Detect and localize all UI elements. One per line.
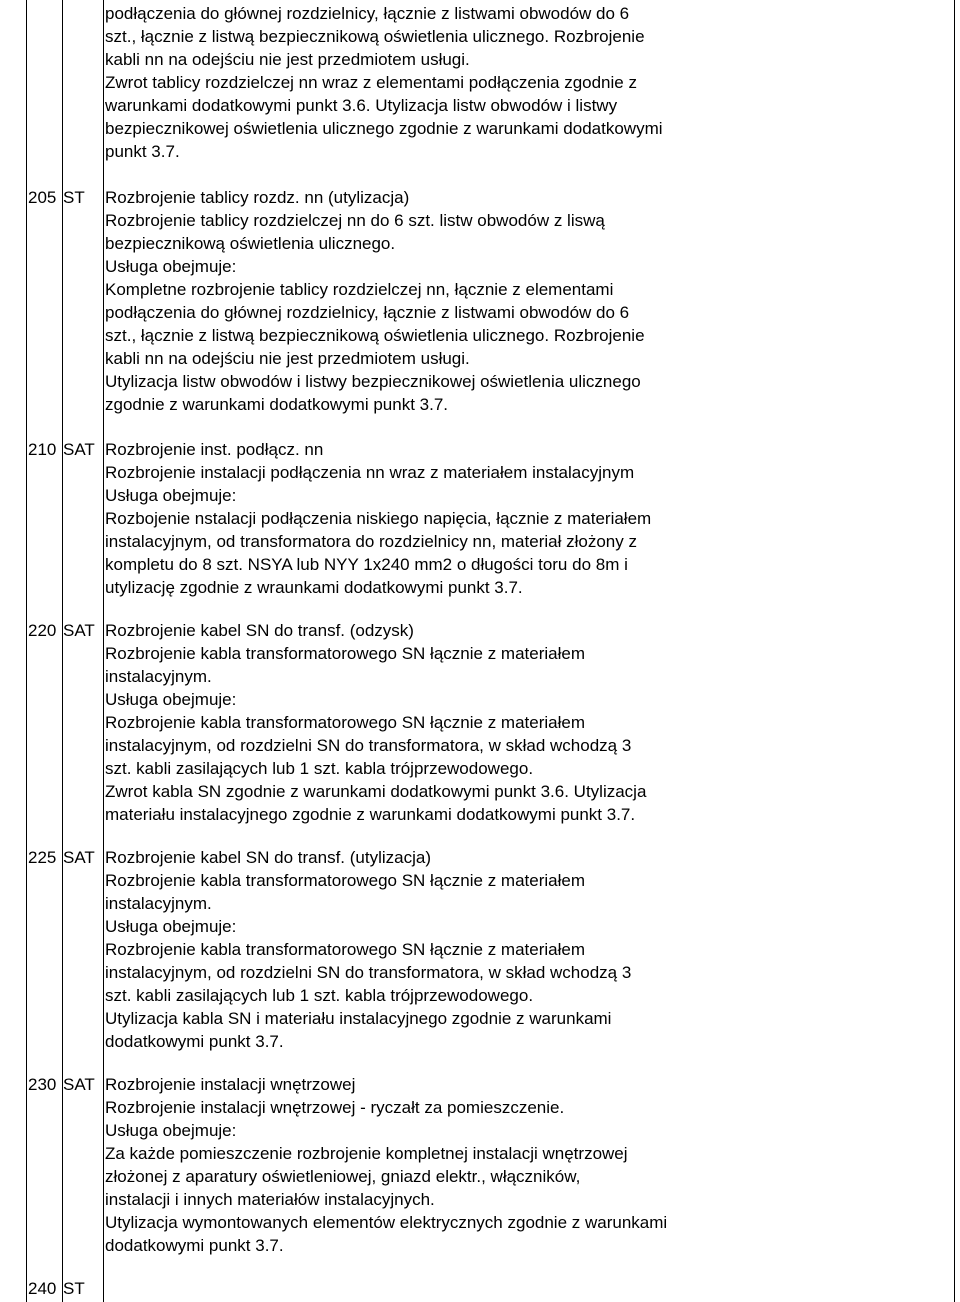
text-line: Zwrot tablicy rozdzielczej nn wraz z elementami podłączenia zgodnie z (105, 73, 637, 92)
text-line: Usługa obejmuje: (105, 690, 237, 709)
text-line: kompletu do 8 szt. NSYA lub NYY 1x240 mm2 o długości toru do 8m i (105, 555, 628, 574)
text-line: szt., łącznie z listwą bezpiecznikową oświetlenia ulicznego. Rozbrojenie (105, 27, 645, 46)
item-number: 240 (28, 1279, 57, 1298)
item-description (105, 186, 935, 416)
text-line: Rozbrojenie instalacji wnętrzowej - ryczałt za pomieszczenie. (105, 1098, 565, 1117)
item-unit: SAT (63, 848, 95, 867)
text-line: Utylizacja kabla SN i materiału instalacyjnego zgodnie z warunkami (105, 1009, 612, 1028)
text-line: instalacyjnym. (105, 894, 212, 913)
text-line: Za każde pomieszczenie rozbrojenie kompletnej instalacji wnętrzowej (105, 1144, 628, 1163)
text-line: Rozbrojenie inst. podłącz. nn (105, 440, 324, 459)
table-border-left (26, 0, 27, 1302)
text-line: Rozbrojenie instalacji podłączenia nn wraz z materiałem instalacyjnym (105, 463, 635, 482)
text-line: zgodnie z warunkami dodatkowymi punkt 3.7. (105, 395, 449, 414)
item-description (105, 619, 935, 826)
text-line: punkt 3.7. (105, 142, 180, 161)
text-line: Rozbrojenie kabla transformatorowego SN łącznie z materiałem (105, 871, 585, 890)
text-line: Rozbojenie nstalacji podłączenia niskiego napięcia, łącznie z materiałem (105, 509, 652, 528)
text-line: warunkami dodatkowymi punkt 3.6. Utylizacja listw obwodów i listwy (105, 96, 618, 115)
text-line: Usługa obejmuje: (105, 486, 237, 505)
text-line: instalacyjnym, od rozdzielni SN do transformatora, w skład wchodzą 3 (105, 736, 632, 755)
item-number: 230 (28, 1075, 57, 1094)
text-line: Rozbrojenie kabel SN do transf. (odzysk) (105, 621, 414, 640)
text-line: Rozbrojenie kabla transformatorowego SN łącznie z materiałem (105, 644, 585, 663)
item-description (105, 1073, 935, 1257)
item-description (105, 846, 935, 1053)
table-border-right (954, 0, 955, 1302)
text-line: instalacyjnym, od transformatora do rozdzielnicy nn, materiał złożony z (105, 532, 637, 551)
text-line: bezpiecznikowej oświetlenia ulicznego zgodnie z warunkami dodatkowymi (105, 119, 663, 138)
item-number: 205 (28, 188, 57, 207)
text-line: Rozbrojenie kabla transformatorowego SN łącznie z materiałem (105, 713, 585, 732)
text-line: Utylizacja listw obwodów i listwy bezpiecznikowej oświetlenia ulicznego (105, 372, 641, 391)
text-line: materiału instalacyjnego zgodnie z warunkami dodatkowymi punkt 3.7. (105, 805, 636, 824)
text-line: Usługa obejmuje: (105, 257, 237, 276)
text-line: instalacyjnym, od rozdzielni SN do transformatora, w skład wchodzą 3 (105, 963, 632, 982)
text-line: bezpiecznikową oświetlenia ulicznego. (105, 234, 396, 253)
text-line: podłączenia do głównej rozdzielnicy, łącznie z listwami obwodów do 6 (105, 4, 630, 23)
item-number: 225 (28, 848, 57, 867)
text-line: podłączenia do głównej rozdzielnicy, łącznie z listwami obwodów do 6 (105, 303, 630, 322)
text-line: instalacyjnym. (105, 667, 212, 686)
text-line: Utylizacja wymontowanych elementów elektrycznych zgodnie z warunkami (105, 1213, 668, 1232)
text-line: utylizację zgodnie z wraunkami dodatkowymi punkt 3.7. (105, 578, 523, 597)
item-number: 220 (28, 621, 57, 640)
text-line: szt. kabli zasilających lub 1 szt. kabla trójprzewodowego. (105, 986, 534, 1005)
text-line: szt. kabli zasilających lub 1 szt. kabla trójprzewodowego. (105, 759, 534, 778)
text-line: Usługa obejmuje: (105, 1121, 237, 1140)
item-unit: ST (63, 1279, 85, 1298)
text-line: szt., łącznie z listwą bezpiecznikową oświetlenia ulicznego. Rozbrojenie (105, 326, 645, 345)
text-line: Kompletne rozbrojenie tablicy rozdzielczej nn, łącznie z elementami (105, 280, 614, 299)
text-line: kabli nn na odejściu nie jest przedmiotem usługi. (105, 349, 470, 368)
item-unit: SAT (63, 1075, 95, 1094)
text-line: Usługa obejmuje: (105, 917, 237, 936)
continuation-description (105, 2, 935, 163)
item-unit: ST (63, 188, 85, 207)
text-line: złożonej z aparatury oświetleniowej, gniazd elektr., włączników, (105, 1167, 581, 1186)
text-line: dodatkowymi punkt 3.7. (105, 1032, 284, 1051)
item-unit: SAT (63, 440, 95, 459)
text-line: Rozbrojenie tablicy rozdzielczej nn do 6 szt. listw obwodów z liswą (105, 211, 605, 230)
item-unit: SAT (63, 621, 95, 640)
text-line: Rozbrojenie instalacji wnętrzowej (105, 1075, 356, 1094)
item-description (105, 438, 935, 599)
text-line: kabli nn na odejściu nie jest przedmiotem usługi. (105, 50, 470, 69)
text-line: dodatkowymi punkt 3.7. (105, 1236, 284, 1255)
text-line: Rozbrojenie kabel SN do transf. (utylizacja) (105, 848, 431, 867)
text-line: Rozbrojenie tablicy rozdz. nn (utylizacja) (105, 188, 410, 207)
item-number: 210 (28, 440, 57, 459)
text-line: instalacji i innych materiałów instalacyjnych. (105, 1190, 435, 1209)
text-line: Zwrot kabla SN zgodnie z warunkami dodatkowymi punkt 3.6. Utylizacja (105, 782, 647, 801)
text-line: Rozbrojenie kabla transformatorowego SN łącznie z materiałem (105, 940, 585, 959)
